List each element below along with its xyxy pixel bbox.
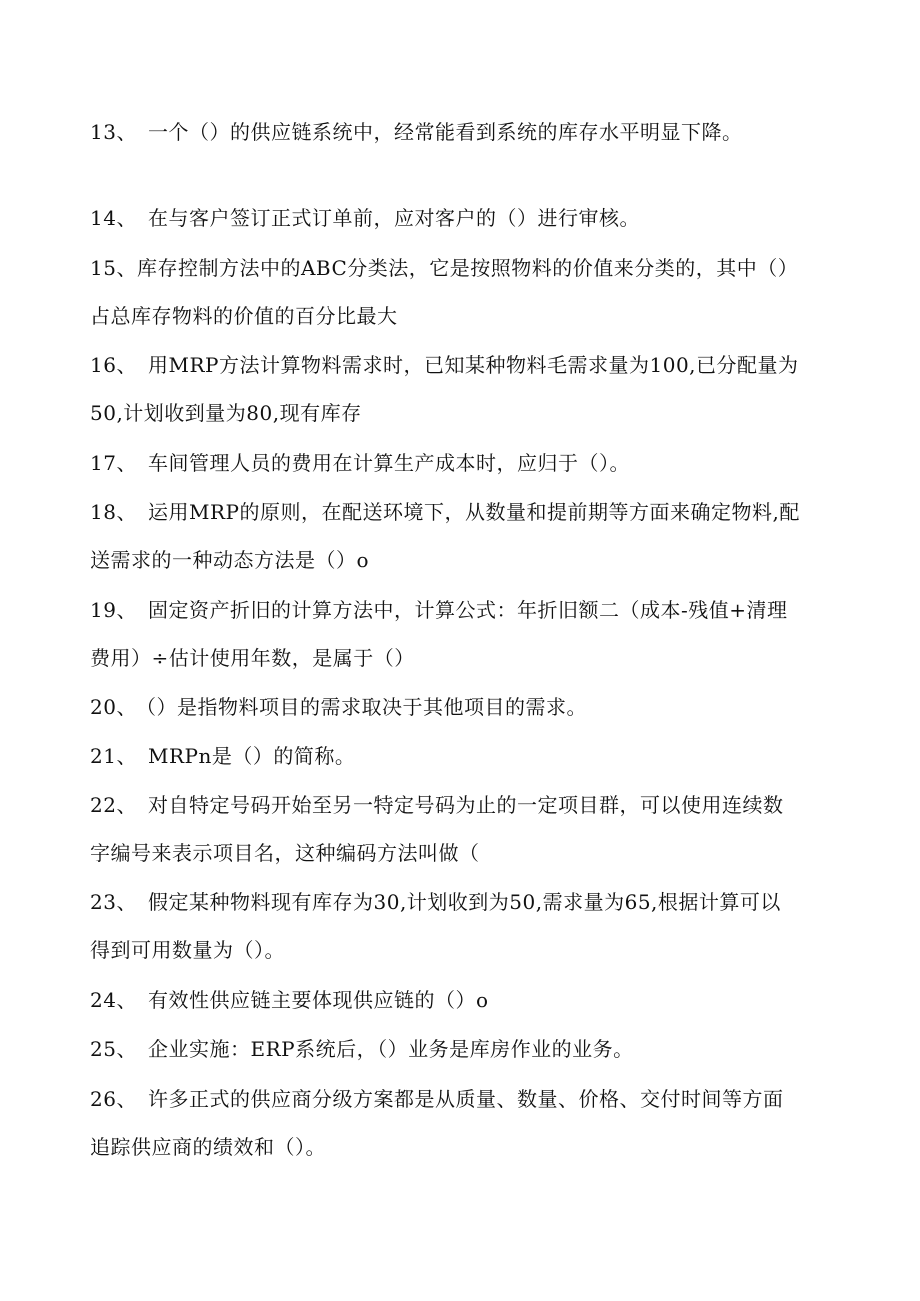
question-text: 车间管理人员的费用在计算生产成本时，应归于（）。 bbox=[148, 451, 630, 475]
question-number: 20、 bbox=[90, 695, 137, 719]
question-text-continued: 占总库存物料的价值的百分比最大 bbox=[90, 304, 398, 328]
question-text: 在与客户签订正式订单前，应对客户的（）进行审核。 bbox=[148, 206, 640, 230]
question-22 bbox=[90, 787, 830, 871]
question-text-continued: 得到可用数量为（）。 bbox=[90, 938, 285, 962]
question-text: 固定资产折旧的计算方法中，计算公式：年折旧额二（成本-残值+清理 bbox=[148, 598, 788, 622]
question-text-continued: 字编号来表示项目名，这种编码方法叫做（ bbox=[90, 841, 480, 865]
question-text: 一个（）的供应链系统中，经常能看到系统的库存水平明显下降。 bbox=[148, 120, 743, 144]
question-24 bbox=[90, 982, 830, 1018]
question-21 bbox=[90, 738, 830, 774]
question-number: 17、 bbox=[90, 451, 137, 475]
question-text: 对自特定号码开始至另一特定号码为止的一定项目群，可以使用连续数 bbox=[148, 793, 784, 817]
question-text: 用MRP方法计算物料需求时，已知某种物料毛需求量为100,已分配量为 bbox=[148, 353, 799, 377]
question-text: 运用MRP的原则，在配送环境下，从数量和提前期等方面来确定物料,配 bbox=[148, 500, 800, 524]
question-16 bbox=[90, 347, 830, 431]
question-19 bbox=[90, 592, 830, 676]
question-text: （）是指物料项目的需求取决于其他项目的需求。 bbox=[136, 695, 587, 719]
question-number: 14、 bbox=[90, 206, 137, 230]
question-15 bbox=[90, 250, 830, 334]
question-text: 假定某种物料现有库存为30,计划收到为50,需求量为65,根据计算可以 bbox=[148, 890, 781, 914]
question-text-continued: 费用）÷估计使用年数，是属于（） bbox=[90, 646, 415, 670]
question-number: 16、 bbox=[90, 353, 137, 377]
question-20 bbox=[90, 689, 830, 725]
question-text: 15、库存控制方法中的ABC分类法，它是按照物料的价值来分类的，其中（） bbox=[90, 256, 799, 280]
question-25 bbox=[90, 1031, 830, 1067]
question-text: MRPn是（）的简称。 bbox=[148, 744, 356, 768]
question-17 bbox=[90, 445, 830, 481]
question-number: 13、 bbox=[90, 120, 137, 144]
question-number: 21、 bbox=[90, 744, 137, 768]
question-14 bbox=[90, 200, 830, 236]
question-text-continued: 追踪供应商的绩效和（）。 bbox=[90, 1135, 326, 1159]
question-26 bbox=[90, 1081, 830, 1165]
question-number: 25、 bbox=[90, 1037, 137, 1061]
question-number: 26、 bbox=[90, 1087, 137, 1111]
question-text: 有效性供应链主要体现供应链的（）o bbox=[148, 988, 489, 1012]
question-number: 23、 bbox=[90, 890, 137, 914]
question-number: 22、 bbox=[90, 793, 137, 817]
question-number: 24、 bbox=[90, 988, 137, 1012]
question-text-continued: 50,计划收到量为80,现有库存 bbox=[90, 401, 362, 425]
question-23 bbox=[90, 884, 830, 968]
question-text-continued: 送需求的一种动态方法是（）o bbox=[90, 548, 370, 572]
question-text: 企业实施：ERP系统后，（）业务是库房作业的业务。 bbox=[148, 1037, 634, 1061]
question-text: 许多正式的供应商分级方案都是从质量、数量、价格、交付时间等方面 bbox=[148, 1087, 784, 1111]
question-13 bbox=[90, 114, 830, 150]
question-18 bbox=[90, 494, 830, 578]
question-number: 19、 bbox=[90, 598, 137, 622]
question-number: 18、 bbox=[90, 500, 137, 524]
